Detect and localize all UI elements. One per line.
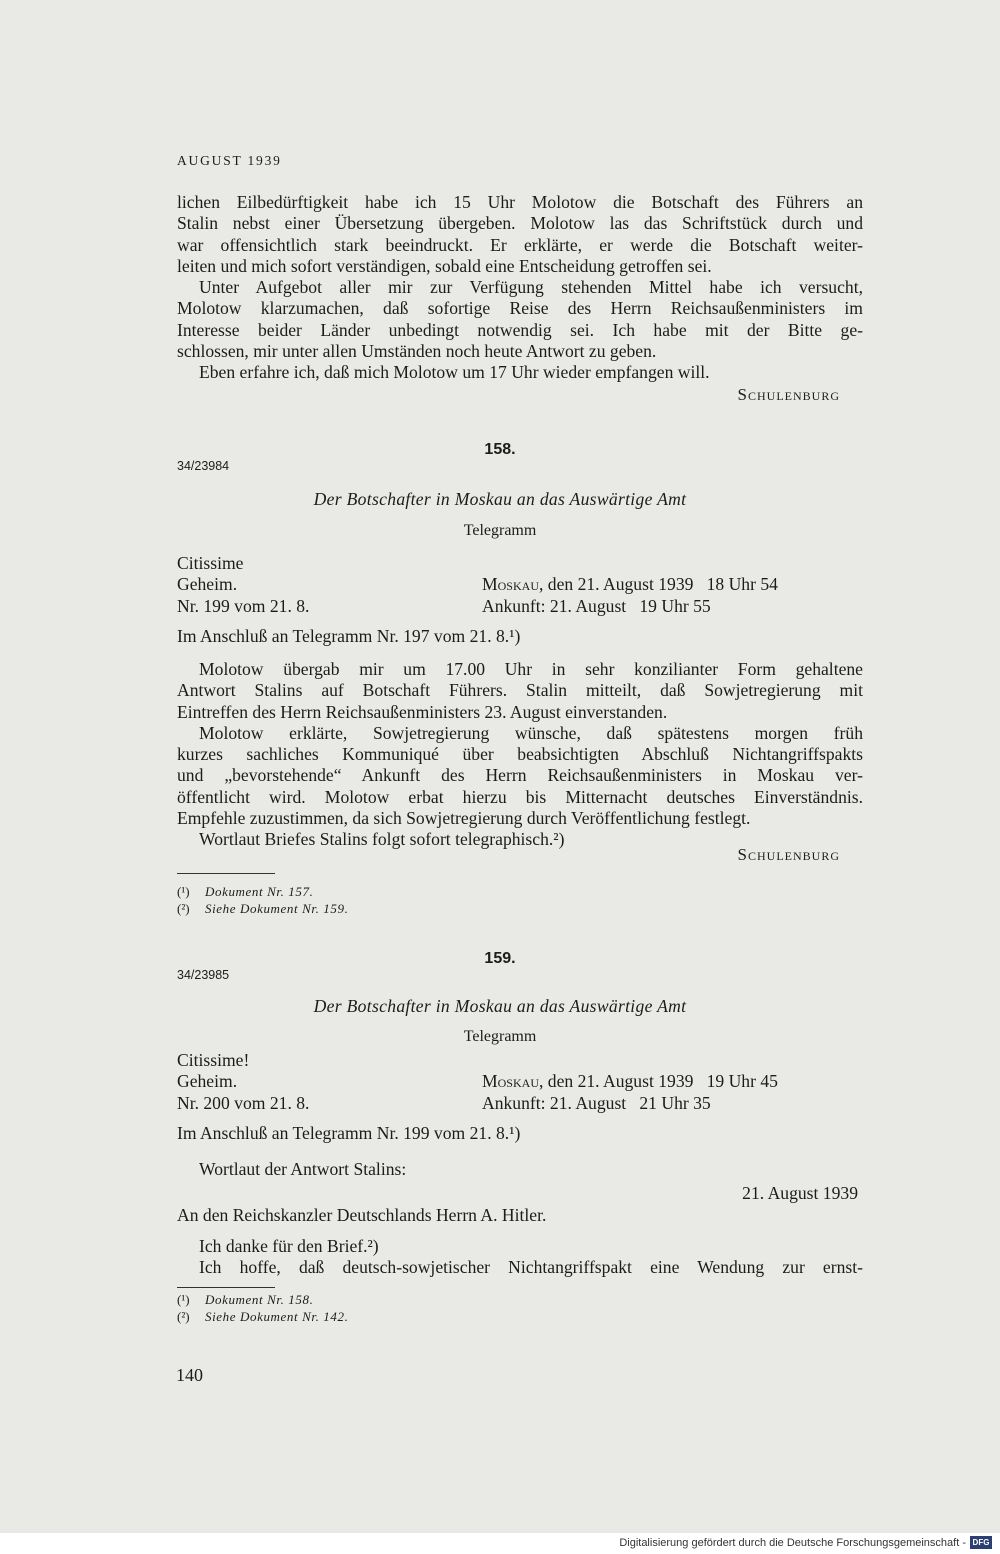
funding-notice: Digitalisierung gefördert durch die Deutsche Forschungsgemeinschaft - xyxy=(619,1537,966,1549)
text-line: war offensichtlich stark beeindruckt. Er erklärte, er werde die Botschaft weiter- xyxy=(177,234,863,255)
text-line: Molotow übergab mir um 17.00 Uhr in sehr konzilianter Form gehaltene xyxy=(199,659,863,679)
document-title: Der Botschafter in Moskau an das Auswärtige Amt xyxy=(313,489,687,509)
text-line: Stalin nebst einer Übersetzung übergeben. Molotow las das Schriftstück durch und xyxy=(177,213,863,234)
footnote: (¹) Dokument Nr. 158. xyxy=(177,1292,314,1307)
lead-text: Wortlaut der Antwort Stalins: xyxy=(199,1159,407,1179)
arrival: Ankunft: 21. August 21 Uhr 35 xyxy=(482,1092,711,1113)
text-line: Ich danke für den Brief.²) xyxy=(199,1236,379,1256)
classification: Geheim. xyxy=(177,574,238,595)
date-time: , den 21. August 1939 18 Uhr 54 xyxy=(538,574,778,595)
page-number: 140 xyxy=(176,1365,203,1385)
telegram-header xyxy=(177,553,867,617)
text-line: Unter Aufgebot aller mir zur Verfügung stehenden Mittel habe ich versucht, xyxy=(199,277,863,298)
telegram-header xyxy=(177,1050,867,1114)
addressee: An den Reichskanzler Deutschlands Herrn A. Hitler. xyxy=(177,1205,547,1225)
letter-date: 21. August 1939 xyxy=(742,1183,858,1203)
text-line: Wortlaut Briefes Stalins folgt sofort telegraphisch.²) xyxy=(199,829,565,850)
footnote: (²) Siehe Dokument Nr. 159. xyxy=(177,901,349,916)
document-subtitle: Telegramm xyxy=(463,522,537,539)
document-subtitle: Telegramm xyxy=(463,1028,537,1045)
text-line: Interesse beider Länder unbedingt notwendig sei. Ich habe mit der Bitte ge- xyxy=(177,319,863,340)
text-line: Empfehle zuzustimmen, da sich Sowjetregierung durch Veröffentlichung festlegt. xyxy=(177,808,751,829)
text-line: Eben erfahre ich, daß mich Molotow um 17 Uhr wieder empfangen will. xyxy=(199,362,710,383)
arrival: Ankunft: 21. August 19 Uhr 55 xyxy=(482,595,711,616)
telegram-number: Nr. 200 vom 21. 8. xyxy=(177,1092,310,1113)
city: Moskau xyxy=(482,1071,539,1092)
place-date xyxy=(482,1071,778,1092)
date-time: , den 21. August 1939 19 Uhr 45 xyxy=(538,1071,778,1092)
text-line: Antwort Stalins auf Botschaft Führers. Stalin mitteilt, daß Sowjetregierung mit xyxy=(177,680,863,701)
text-line: Ich hoffe, daß deutsch-sowjetischer Nichtangriffspakt eine Wendung zur ernst- xyxy=(199,1257,863,1278)
doc158-body xyxy=(177,659,863,851)
reference-number: 34/23984 xyxy=(177,459,230,473)
doc159-body xyxy=(177,1236,863,1279)
text-line: Eintreffen des Herrn Reichsaußenministers 23. August einverstanden. xyxy=(177,701,668,722)
reference-line: Im Anschluß an Telegramm Nr. 197 vom 21. 8.¹) xyxy=(177,626,521,646)
urgency: Citissime! xyxy=(177,1050,250,1070)
telegram-number: Nr. 199 vom 21. 8. xyxy=(177,595,310,616)
footnote-rule xyxy=(177,1287,275,1288)
text-line: schlossen, mir unter allen Umständen noch heute Antwort zu geben. xyxy=(177,341,657,362)
document-title: Der Botschafter in Moskau an das Auswärtige Amt xyxy=(313,996,687,1016)
footnotes xyxy=(177,1291,348,1325)
footnote: (¹) Dokument Nr. 157. xyxy=(177,884,314,899)
document-number: 158. xyxy=(484,441,516,458)
intro-text xyxy=(177,192,863,384)
text-line: kurzes sachliches Kommuniqué über beabsichtigten Abschluß Nichtangriffspakts xyxy=(177,744,863,765)
signature: Schulenburg xyxy=(737,385,840,404)
reference-number: 34/23985 xyxy=(177,968,230,982)
running-head: AUGUST 1939 xyxy=(177,153,282,168)
footnote-rule xyxy=(177,873,275,874)
text-line: öffentlicht wird. Molotow erbat hierzu bis Mitternacht deutsches Einverständnis. xyxy=(177,786,863,807)
text-line: leiten und mich sofort verständigen, sobald eine Entscheidung getroffen sei. xyxy=(177,255,712,276)
text-line: Molotow erklärte, Sowjetregierung wünsche, daß spätestens morgen früh xyxy=(199,722,863,743)
footnotes xyxy=(177,883,348,917)
city: Moskau xyxy=(482,574,539,595)
footnote: (²) Siehe Dokument Nr. 142. xyxy=(177,1309,349,1324)
place-date xyxy=(482,574,778,595)
text-line: und „bevorstehende“ Ankunft des Herrn Reichsaußenministers in Moskau ver- xyxy=(177,765,863,786)
text-line: Molotow klarzumachen, daß sofortige Reise des Herrn Reichsaußenministers im xyxy=(177,298,863,319)
classification: Geheim. xyxy=(177,1071,238,1092)
urgency: Citissime xyxy=(177,553,244,573)
dfg-logo-icon: DFG xyxy=(970,1536,992,1549)
text-line: lichen Eilbedürftigkeit habe ich 15 Uhr Molotow die Botschaft des Führers an xyxy=(177,192,863,212)
signature: Schulenburg xyxy=(737,845,840,864)
document-number: 159. xyxy=(484,950,516,967)
reference-line: Im Anschluß an Telegramm Nr. 199 vom 21. 8.¹) xyxy=(177,1123,521,1143)
